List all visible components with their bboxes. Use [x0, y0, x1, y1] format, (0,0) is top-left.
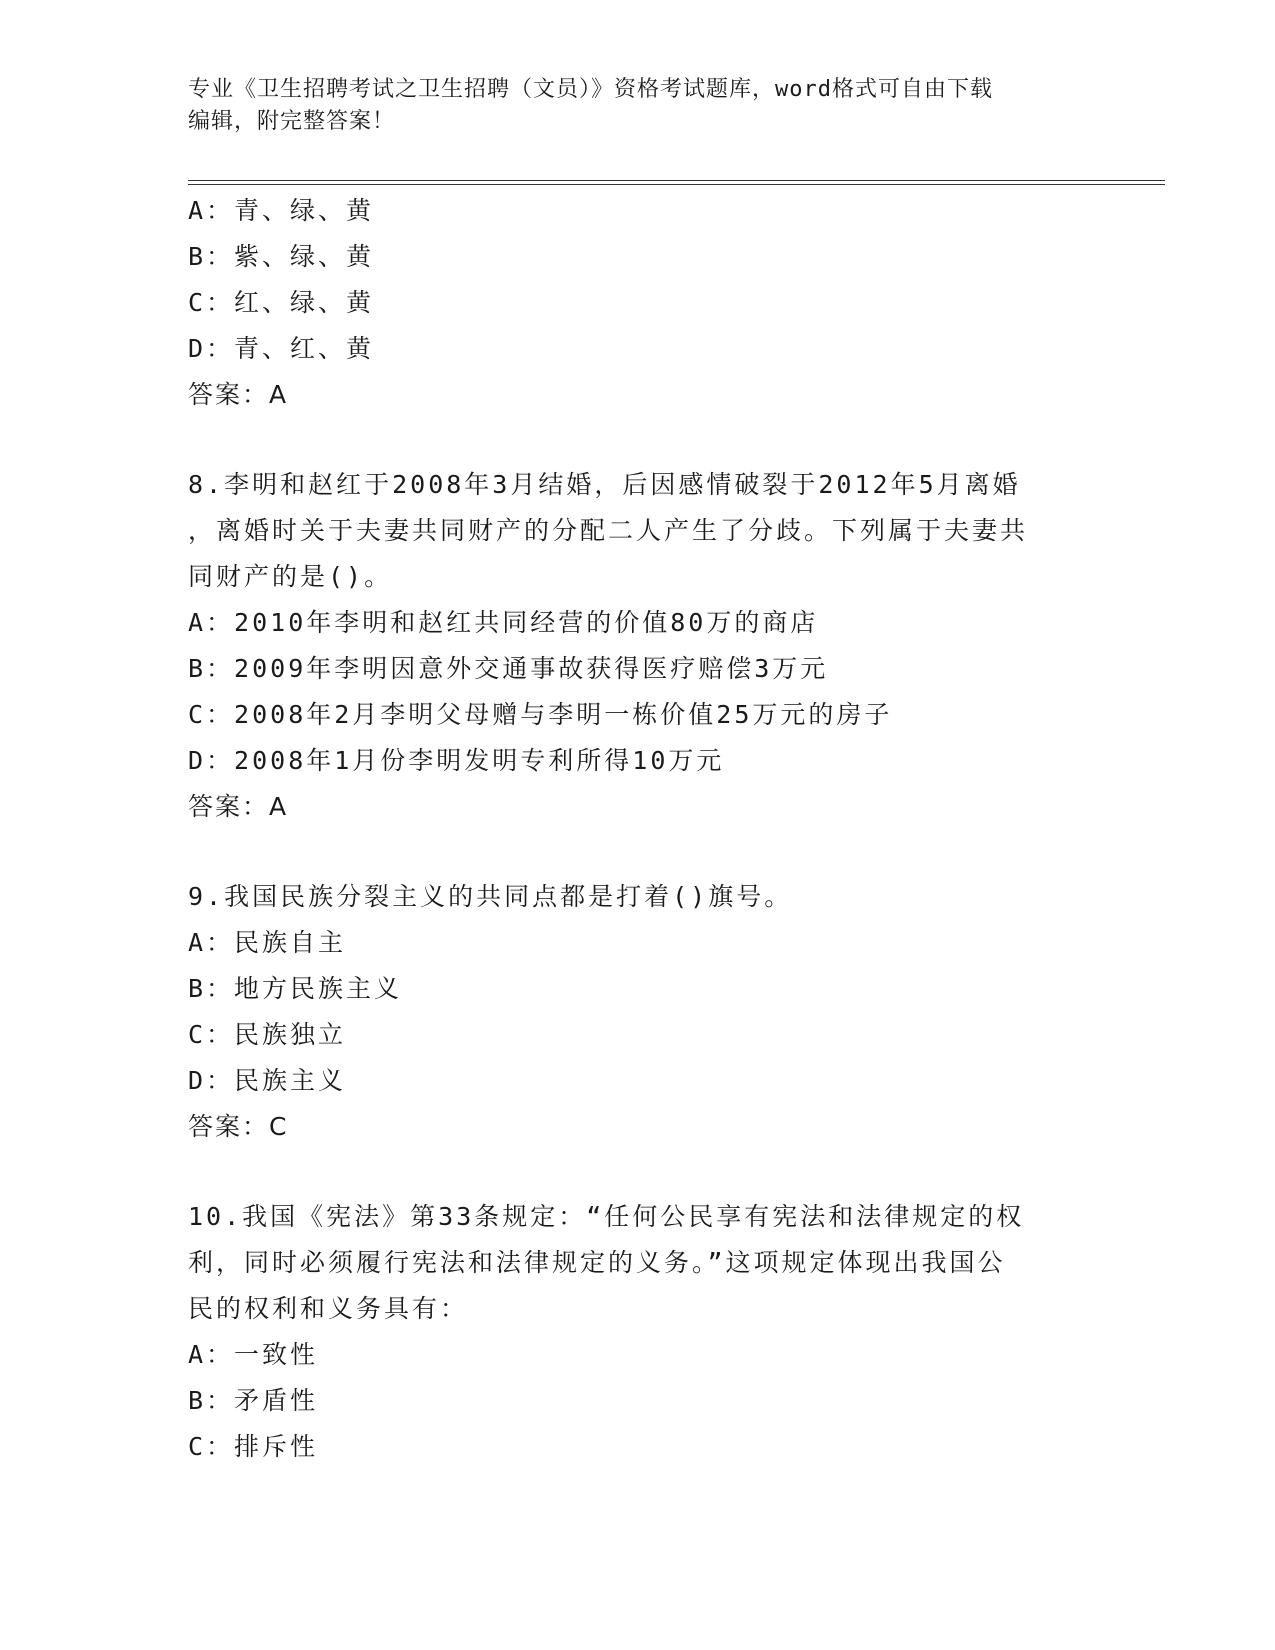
q9-option-c: C：民族独立	[188, 1020, 347, 1049]
header-line-1: 专业《卫生招聘考试之卫生招聘（文员）》资格考试题库，word格式可自由下载	[188, 77, 993, 102]
q8-option-d: D：2008年1月份李明发明专利所得10万元	[188, 746, 725, 775]
q9-stem-line-1: 9.我国民族分裂主义的共同点都是打着()旗号。	[188, 882, 793, 911]
q8-stem-line-2: ，离婚时关于夫妻共同财产的分配二人产生了分歧。下列属于夫妻共	[188, 516, 1029, 545]
q7-option-b: B：紫、绿、黄	[188, 242, 375, 271]
q8-stem-line-1: 8.李明和赵红于2008年3月结婚，后因感情破裂于2012年5月离婚	[188, 470, 1021, 499]
q9-option-d: D：民族主义	[188, 1066, 347, 1095]
q8-stem-line-3: 同财产的是()。	[188, 562, 393, 591]
question-8-block	[188, 462, 1088, 830]
q9-option-a: A：民族自主	[188, 928, 347, 957]
q10-option-b: B：矛盾性	[188, 1386, 319, 1415]
q10-stem-line-2: 利，同时必须履行宪法和法律规定的义务。”这项规定体现出我国公	[188, 1248, 1006, 1277]
header-divider	[188, 180, 1165, 185]
q7-option-c: C：红、绿、黄	[188, 288, 375, 317]
q10-option-c: C：排斥性	[188, 1432, 319, 1461]
q7-option-d: D：青、红、黄	[188, 334, 375, 363]
q9-option-b: B：地方民族主义	[188, 974, 403, 1003]
q7-option-a: A：青、绿、黄	[188, 196, 375, 225]
question-7-block	[188, 188, 1088, 418]
q8-option-b: B：2009年李明因意外交通事故获得医疗赔偿3万元	[188, 654, 829, 683]
page-header	[188, 74, 1088, 138]
question-10-block	[188, 1194, 1088, 1470]
header-line-2: 编辑，附完整答案！	[188, 109, 396, 134]
q10-option-a: A：一致性	[188, 1340, 319, 1369]
q10-stem-line-3: 民的权利和义务具有：	[188, 1294, 469, 1323]
q8-option-c: C：2008年2月李明父母赠与李明一栋价值25万元的房子	[188, 700, 893, 729]
q8-option-a: A：2010年李明和赵红共同经营的价值80万的商店	[188, 608, 819, 637]
q10-stem-line-1: 10.我国《宪法》第33条规定：“任何公民享有宪法和法律规定的权	[188, 1202, 1025, 1231]
q9-answer: 答案：C	[188, 1112, 289, 1141]
question-9-block	[188, 874, 1088, 1150]
q7-answer: 答案：A	[188, 380, 289, 409]
q8-answer: 答案：A	[188, 792, 289, 821]
question-list	[188, 188, 1088, 1470]
